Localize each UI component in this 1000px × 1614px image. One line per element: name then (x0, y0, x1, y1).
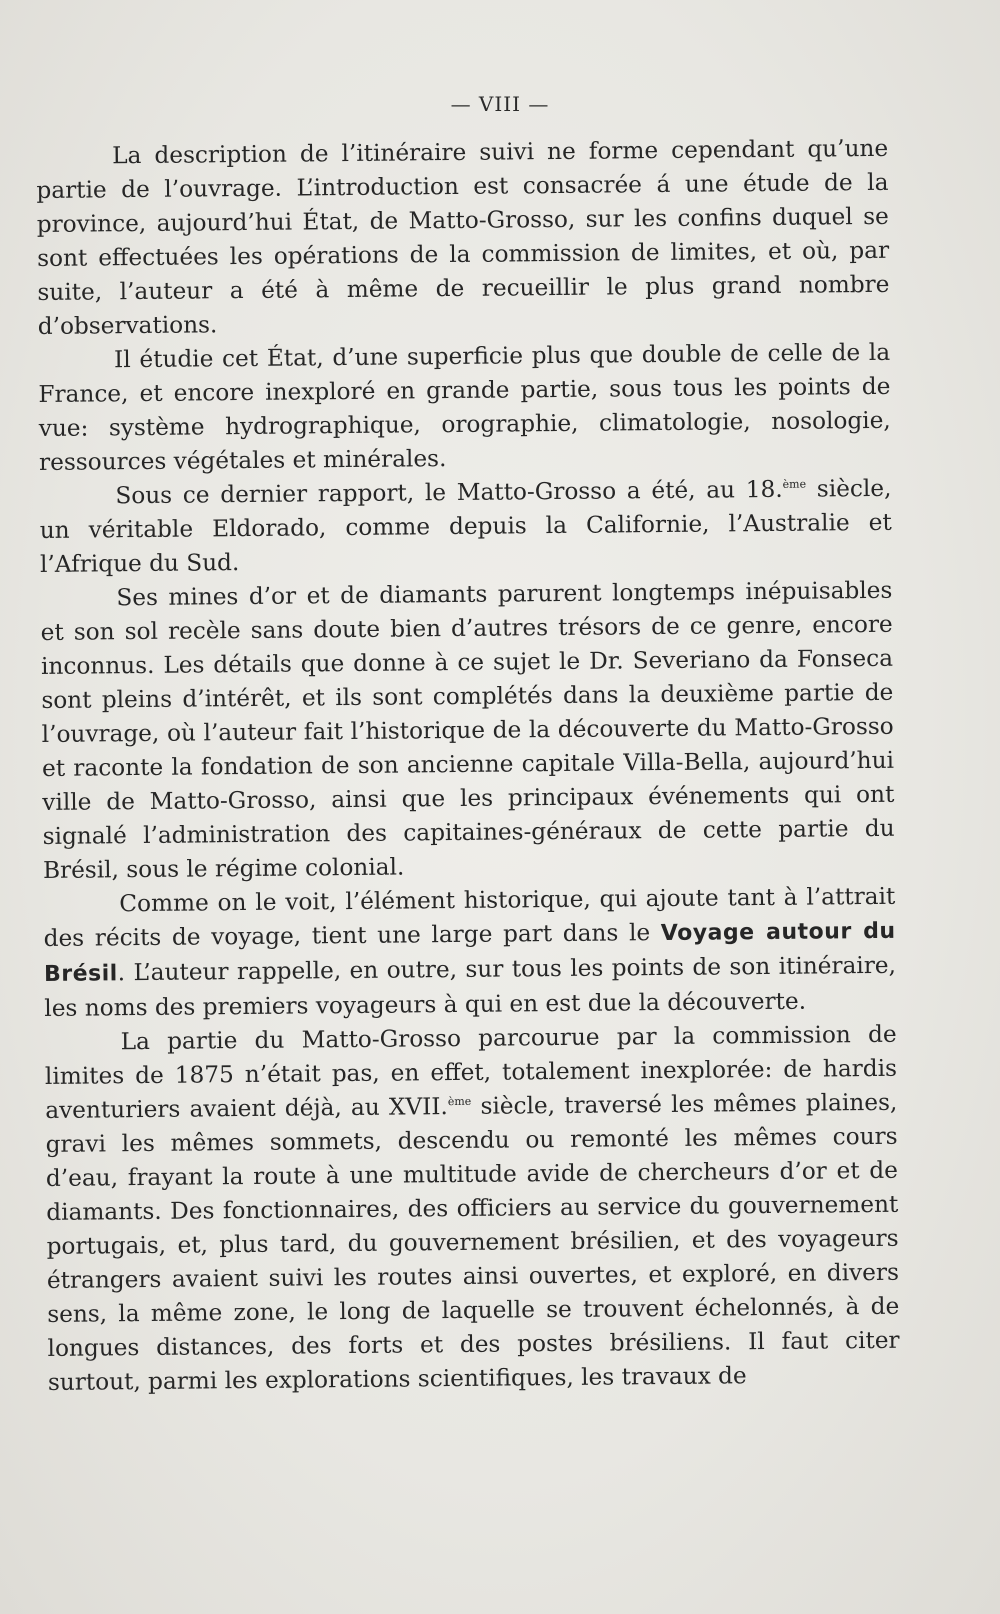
paragraph-eldorado (39, 472, 892, 582)
paragraph-text: Ses mines d’or et de diamants parurent longtemps inépuisables et son sol recèle sans doute bien d’autres trésors de ce genre, encore inconnus. Les détails que donne à ce sujet le Dr. Severiano da Fonseca sont pleins d’intérêt, et ils sont complétés dans la deuxième partie de l’ouvrage, où l’auteur fait l’historique de la découverte du Matto-Grosso et raconte la fondation de son ancienne capitale Villa-Bella, aujourd’hui ville de Matto-Grosso, ainsi que les principaux événements qui ont signalé l’administration des capitaines-généraux de cette partie du Brésil, sous le régime colonial. (40, 576, 895, 884)
book-title: Voyage autour du Brésil (43, 918, 896, 987)
superscript-eme: ème (782, 477, 807, 491)
paragraph-history (43, 880, 896, 1026)
paragraph-text-start: La partie du Matto-Grosso parcourue par la commission de limites de 1875 n’était pas, en effet, totalement inexplorée: de hardis aventuriers avaient déjà, au XVII. (44, 1020, 898, 1124)
superscript-eme: ème (447, 1094, 472, 1109)
paragraph-text-end: . L’auteur rappelle, en outre, sur tous les points de son itinéraire, les noms des premiers voyageurs à qui en est due la découverte. (44, 951, 897, 1022)
paragraph-explorers (45, 1018, 901, 1400)
paragraph-text-start: Comme on le voit, l’élément historique, qui ajoute tant à l’attrait des récits de voyage, tient une large part dans le (43, 882, 896, 952)
page-number: — VIII — (450, 92, 550, 116)
body-text (36, 132, 900, 1400)
paragraph-introduction (36, 132, 890, 344)
paragraph-text-start: Sous ce dernier rapport, le Matto-Grosso a été, au 18. (115, 475, 783, 510)
paragraph-study (38, 336, 891, 480)
paragraph-text: La description de l’itinéraire suivi ne forme cependant qu’une partie de l’ouvrage. L’introduction est consacrée á une étude de la province, aujourd’hui État, de Matto-Grosso, sur les confins duquel se sont effectuées les opérations de la commission de limites, et où, par suite, l’auteur a été à même de recueillir le plus grand nombre d’observations. (36, 134, 890, 340)
paragraph-text-end: siècle, un véritable Eldorado, comme depuis la Californie, l’Australie et l’Afrique du Sud. (39, 474, 892, 578)
paragraph-text-end: siècle, traversé les mêmes plaines, gravi les mêmes sommets, descendu ou remonté les mêmes cours d’eau, frayant la route à une multitude avide de chercheurs d’or et de diamants. Des fonctionnaires, des officiers au service du gouvernement portugais, et, plus tard, du gouvernement brésilien, et des voyageurs étrangers avaient suivi les routes ainsi ouvertes, et exploré, en divers sens, la même zone, le long de laquelle se trouvent échelonnés, à de longues distances, des forts et des postes brésiliens. Il faut citer surtout, parmi les explorations scientifiques, les travaux de (45, 1088, 900, 1396)
paragraph-mines (40, 574, 895, 888)
paragraph-text: Il étudie cet État, d’une superficie plus que double de celle de la France, et encore inexploré en grande partie, sous tous les points de vue: système hydrographique, orographie, climatologie, nosologie, ressources végétales et minérales. (38, 338, 891, 476)
